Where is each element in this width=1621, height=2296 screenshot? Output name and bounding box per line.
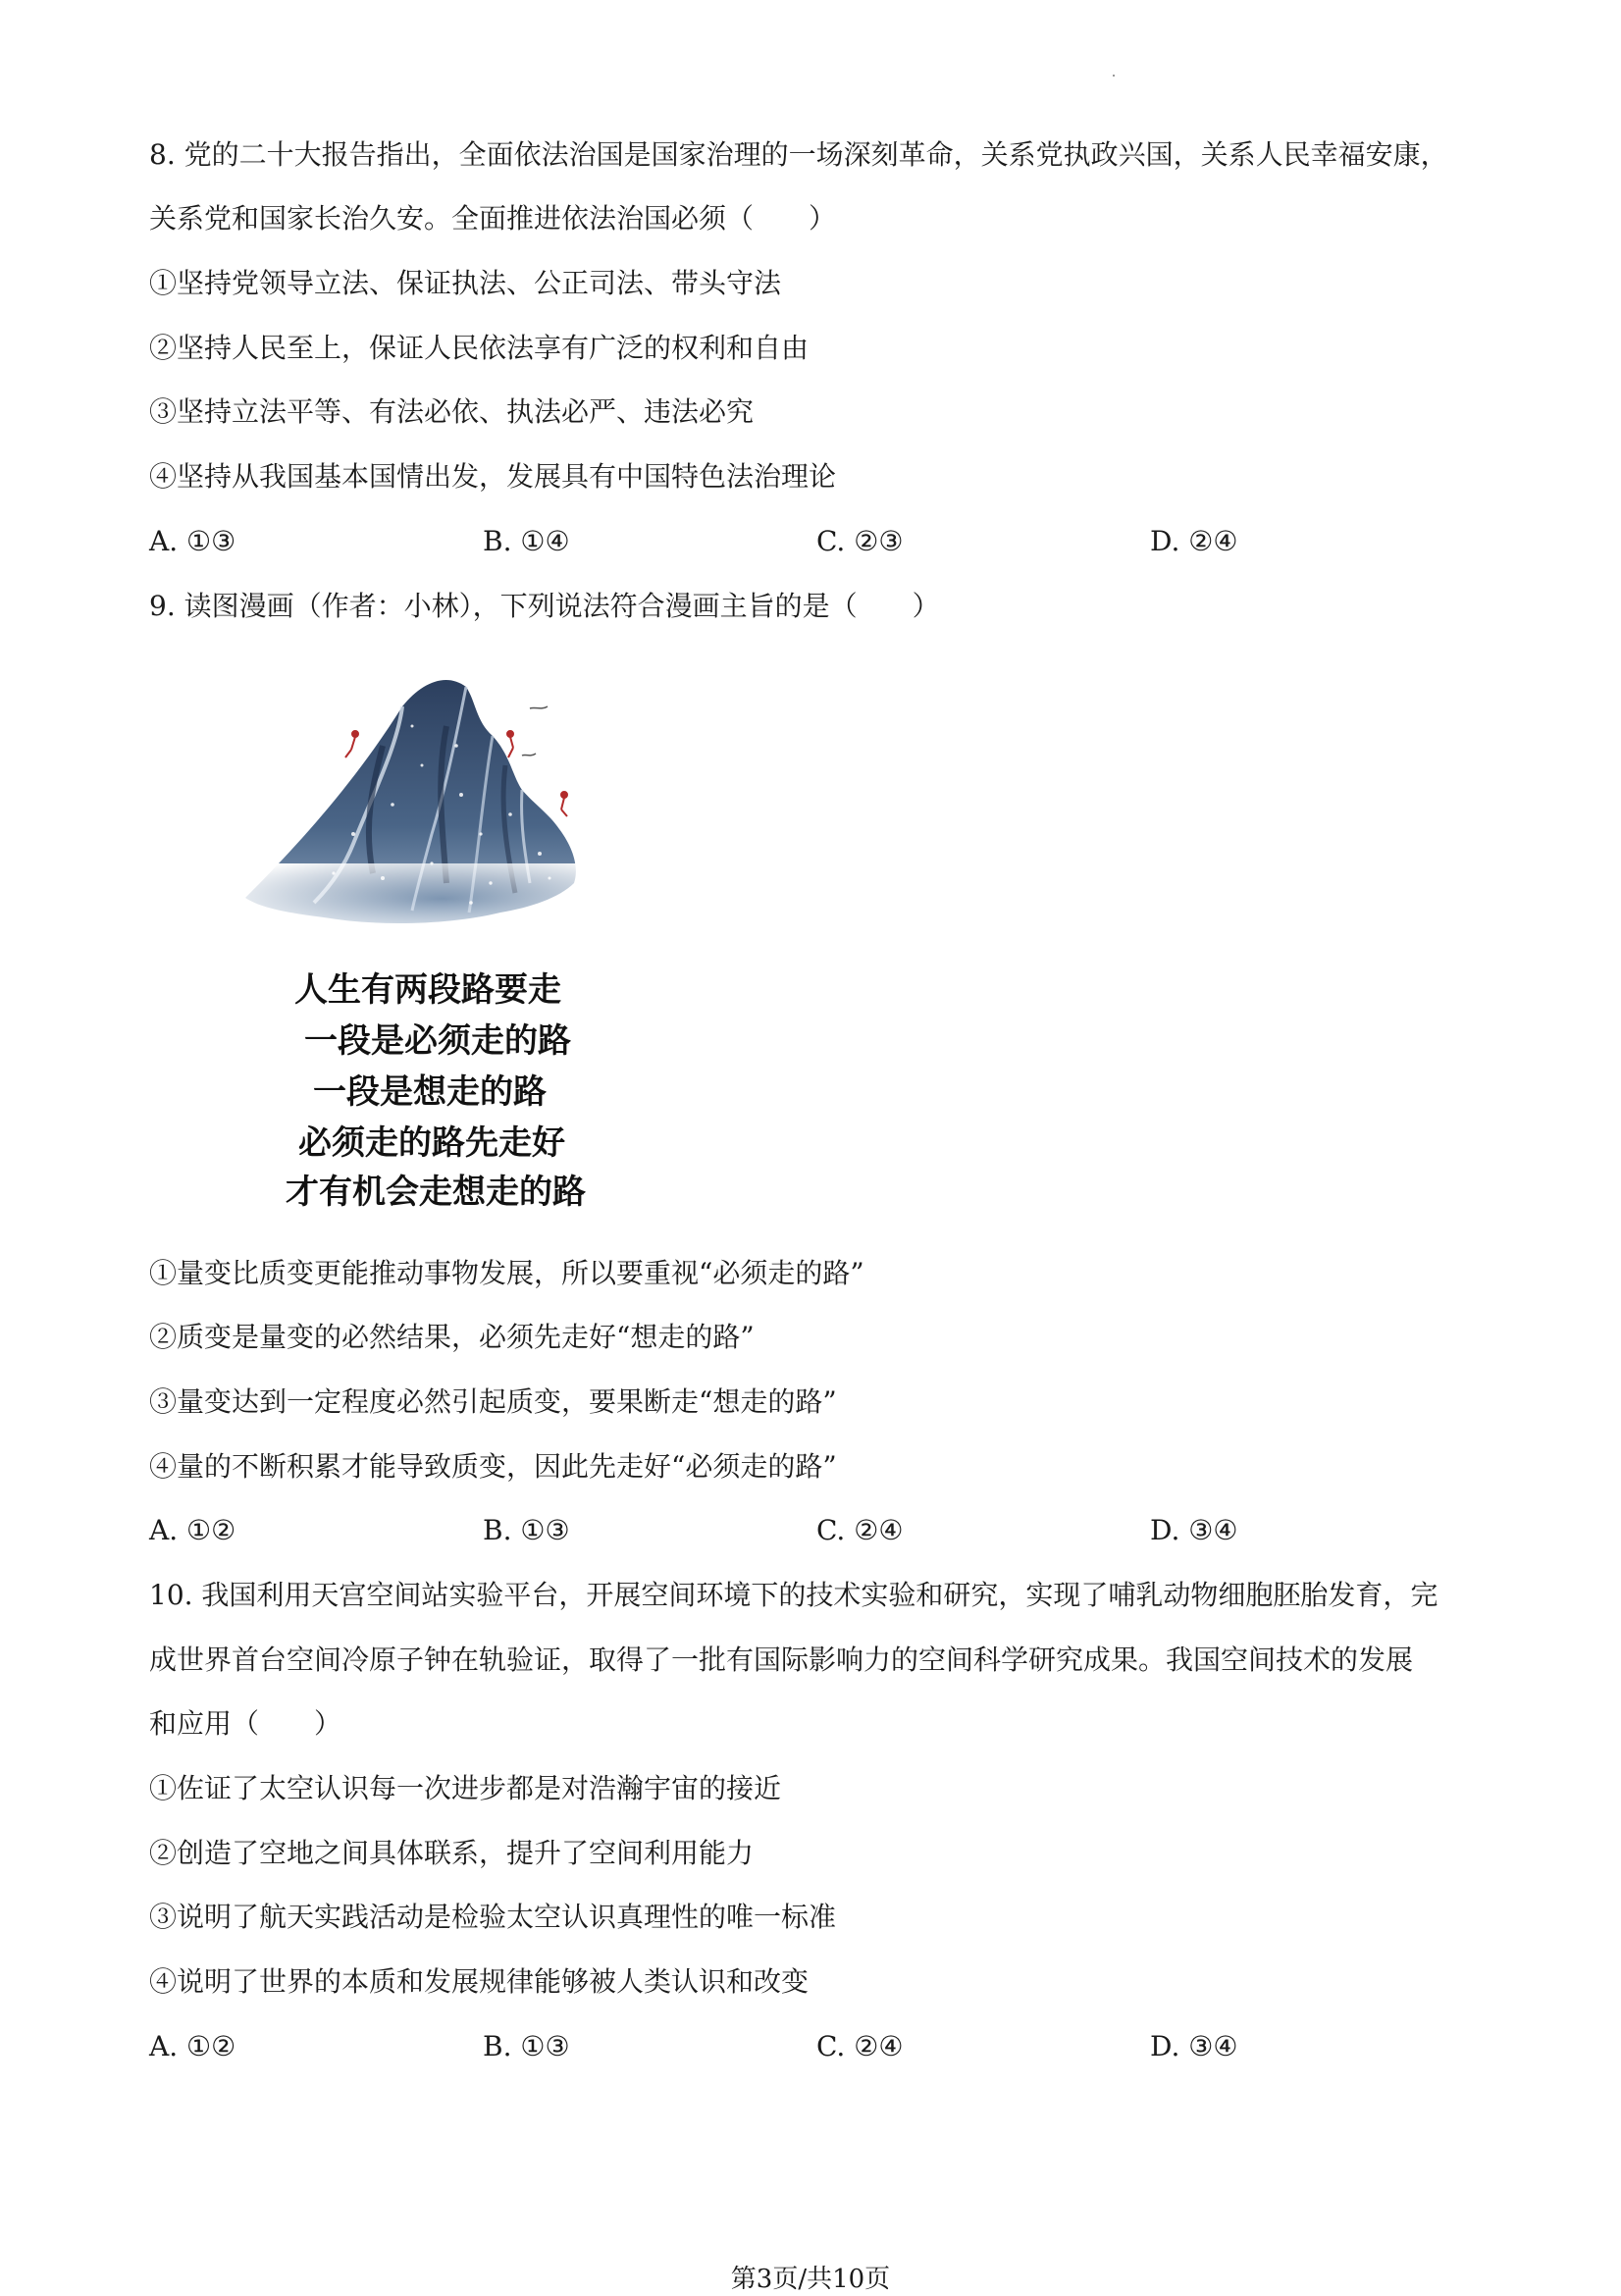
comic-caption-line-4: 必须走的路先走好 (298, 1123, 565, 1163)
q10-statement-4: ④说明了世界的本质和发展规律能够被人类认识和改变 (149, 1965, 810, 1998)
q9-option-d[interactable]: D. ③④ (1150, 1514, 1238, 1546)
q10-stem-line3: 和应用（ ） (149, 1707, 342, 1740)
comic-caption-line-5: 才有机会走想走的路 (286, 1173, 586, 1212)
q8-stem-line2: 关系党和国家长治久安。全面推进依法治国必须（ ） (149, 202, 837, 235)
q8-statement-3: ③坚持立法平等、有法必依、执法必严、违法必究 (149, 395, 755, 428)
q10-statement-3: ③说明了航天实践活动是检验太空认识真理性的唯一标准 (149, 1901, 837, 1933)
mountain-climbers-drawing (235, 667, 648, 1217)
q8-option-d[interactable]: D. ②④ (1150, 525, 1238, 557)
q10-stem-line1: 10. 我国利用天宫空间站实验平台，开展空间环境下的技术实验和研究，实现了哺乳动物细胞胚胎发育，完 (149, 1579, 1438, 1611)
q8-statement-4: ④坚持从我国基本国情出发，发展具有中国特色法治理论 (149, 460, 837, 493)
q10-option-b[interactable]: B. ①③ (483, 2030, 570, 2062)
q9-stem-line1: 9. 读图漫画（作者：小林），下列说法符合漫画主旨的是（ ） (149, 590, 940, 622)
scan-speck (1113, 75, 1115, 77)
q10-statement-1: ①佐证了太空认识每一次进步都是对浩瀚宇宙的接近 (149, 1772, 782, 1804)
comic-caption-line-2: 一段是必须走的路 (304, 1021, 571, 1061)
q9-statement-4: ④量的不断积累才能导致质变，因此先走好“必须走的路” (149, 1450, 837, 1483)
q9-statement-2: ②质变是量变的必然结果，必须先走好“想走的路” (149, 1321, 755, 1353)
q8-option-a[interactable]: A. ①③ (149, 525, 236, 557)
q9-statement-1: ①量变比质变更能推动事物发展，所以要重视“必须走的路” (149, 1257, 864, 1289)
q9-options (149, 1511, 1503, 1550)
comic-caption-line-3: 一段是想走的路 (313, 1072, 547, 1112)
q8-option-b[interactable]: B. ①④ (483, 525, 570, 557)
q8-statement-1: ①坚持党领导立法、保证执法、公正司法、带头守法 (149, 267, 782, 299)
q9-option-b[interactable]: B. ①③ (483, 1514, 570, 1546)
q10-options (149, 2027, 1503, 2066)
q10-option-c[interactable]: C. ②④ (816, 2030, 904, 2062)
q10-option-d[interactable]: D. ③④ (1150, 2030, 1238, 2062)
q9-statement-3: ③量变达到一定程度必然引起质变，要果断走“想走的路” (149, 1385, 837, 1418)
page-number-footer: 第3页/共10页 (730, 2265, 891, 2294)
q9-option-a[interactable]: A. ①② (149, 1514, 236, 1546)
comic-caption-line-1: 人生有两段路要走 (294, 970, 561, 1010)
q8-option-c[interactable]: C. ②③ (816, 525, 904, 557)
q10-stem-line2: 成世界首台空间冷原子钟在轨验证，取得了一批有国际影响力的空间科学研究成果。我国空间技术的发展 (149, 1644, 1414, 1676)
q9-option-c[interactable]: C. ②④ (816, 1514, 904, 1546)
q8-stem-line1: 8. 党的二十大报告指出，全面依法治国是国家治理的一场深刻革命，关系党执政兴国，关系人民幸福安康， (149, 138, 1448, 171)
comic-illustration (235, 667, 648, 1217)
q8-options (149, 522, 1503, 561)
q8-statement-2: ②坚持人民至上，保证人民依法享有广泛的权利和自由 (149, 332, 810, 364)
q10-option-a[interactable]: A. ①② (149, 2030, 236, 2062)
q10-statement-2: ②创造了空地之间具体联系，提升了空间利用能力 (149, 1837, 755, 1869)
